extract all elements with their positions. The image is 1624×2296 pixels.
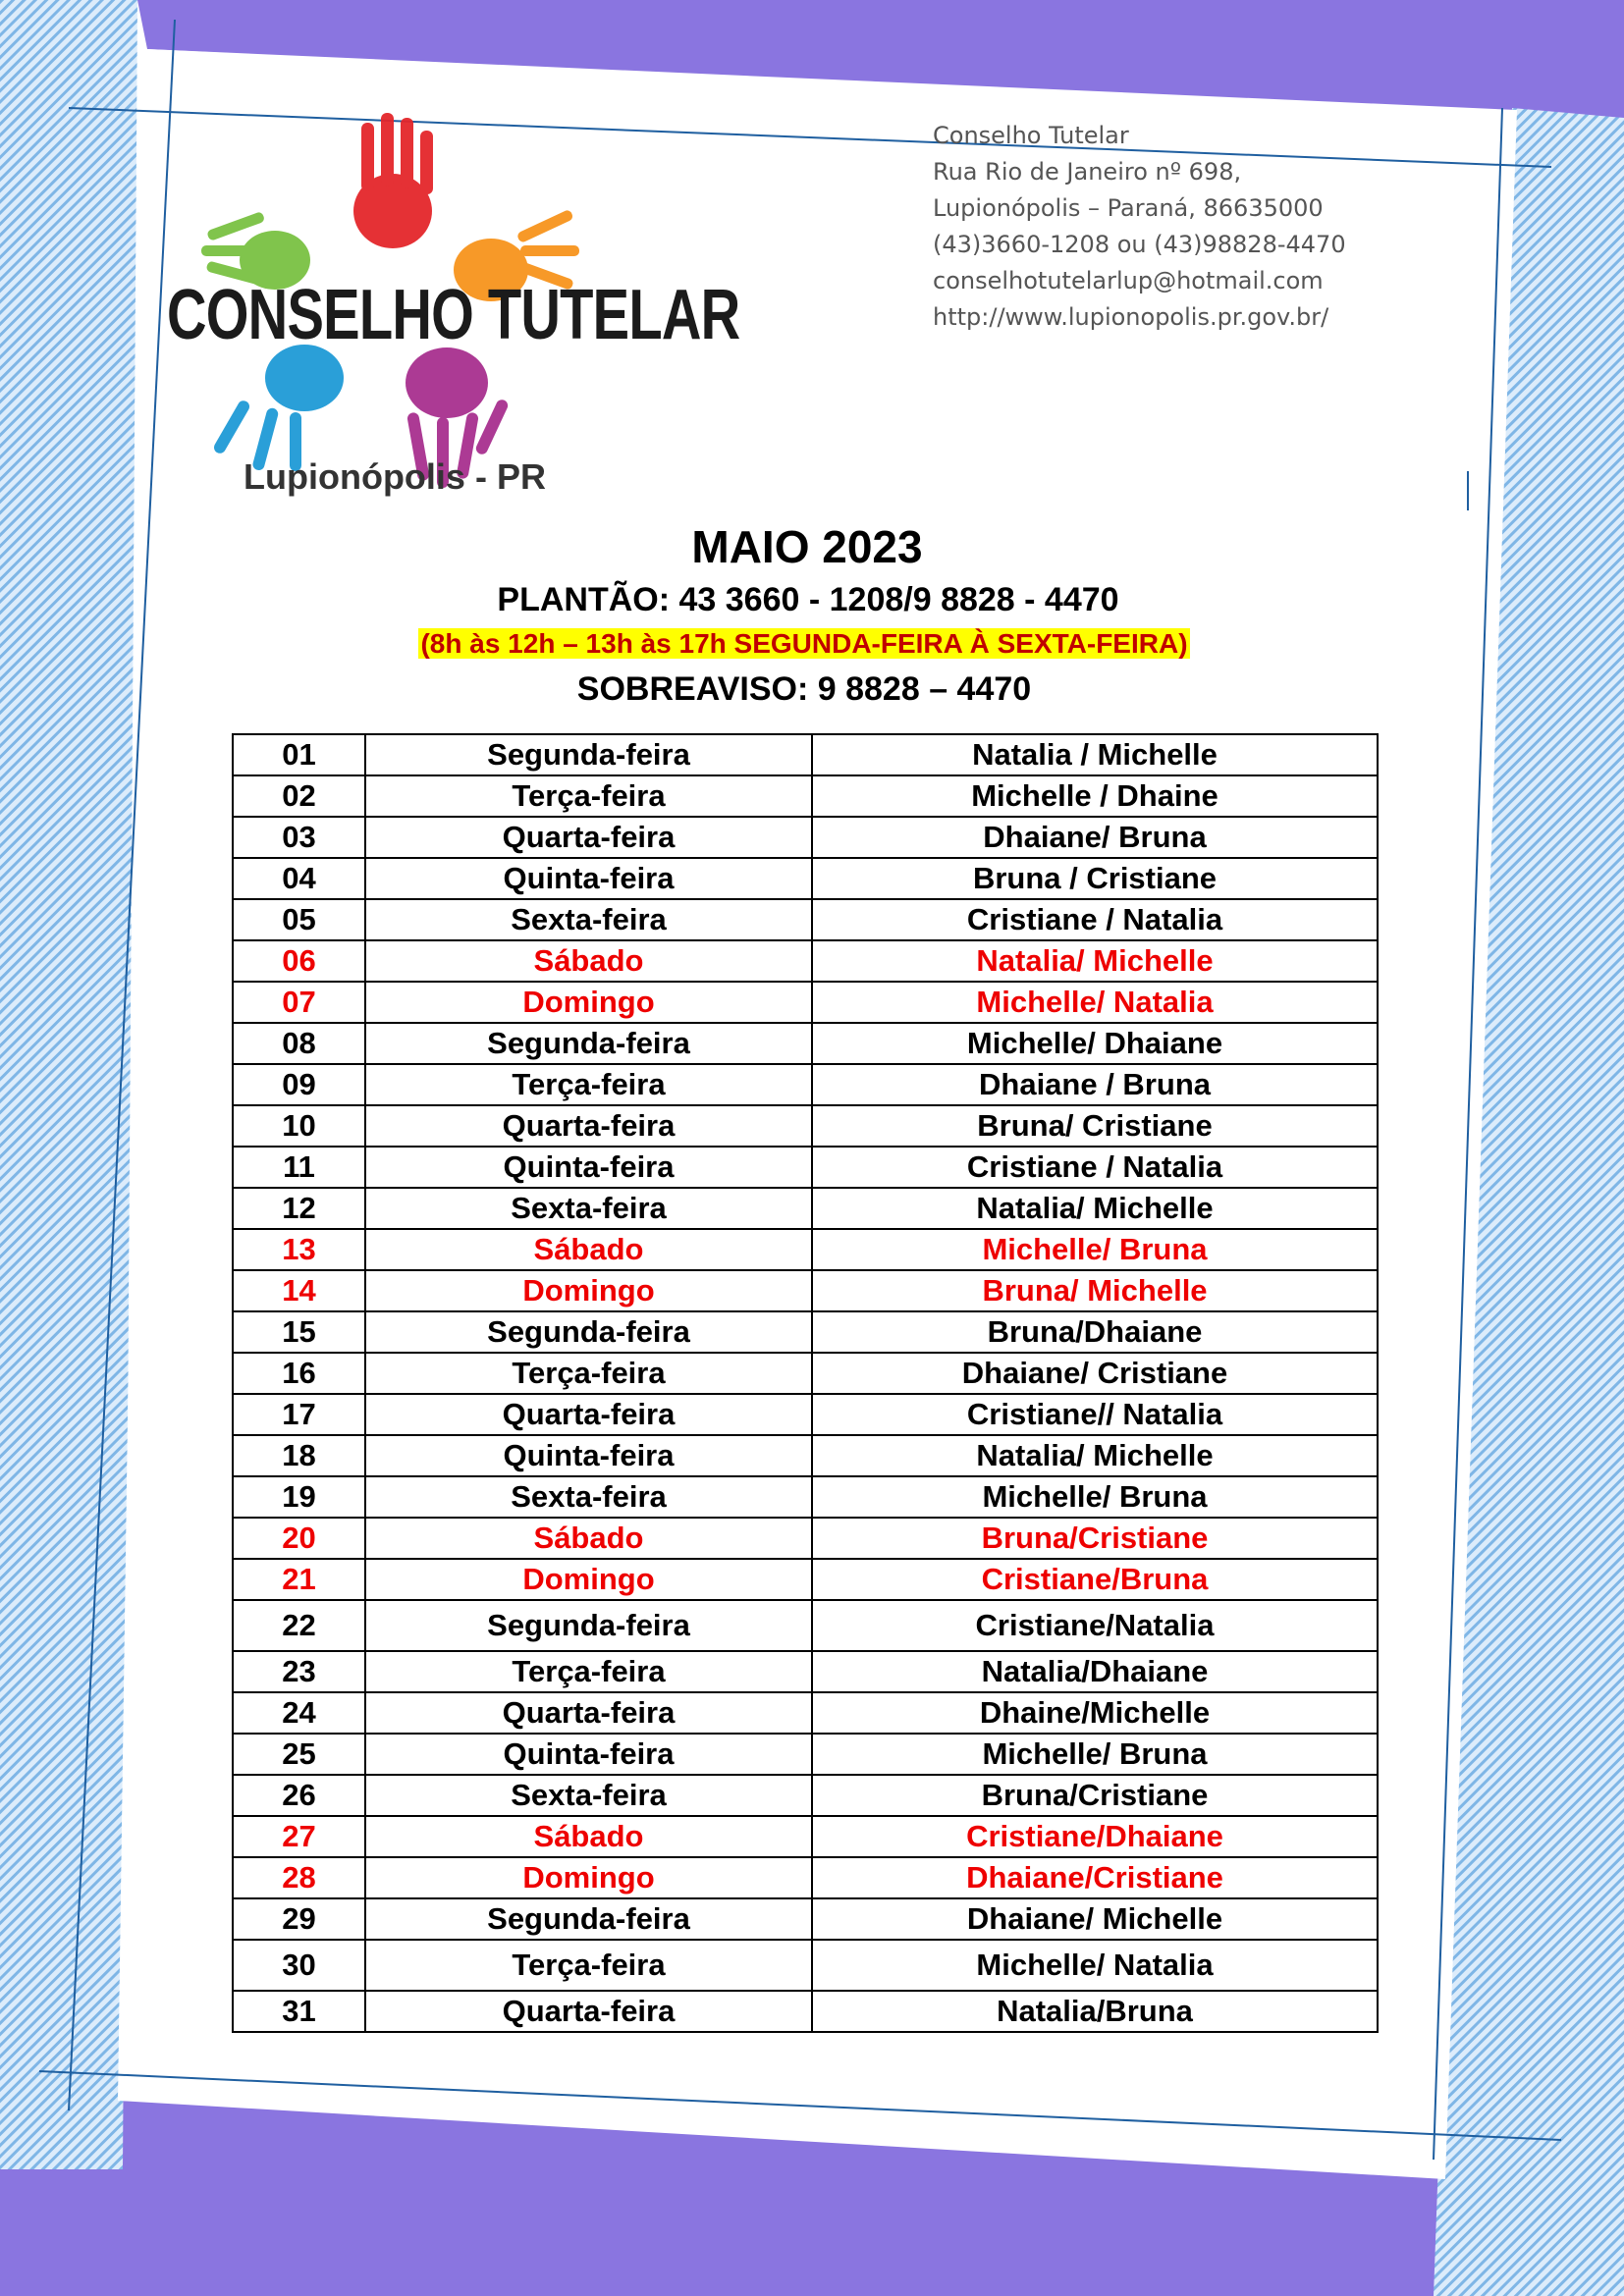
schedule-weekday: Quarta-feira <box>365 1692 812 1734</box>
schedule-weekday: Domingo <box>365 982 812 1023</box>
schedule-row <box>233 1270 1378 1311</box>
schedule-staff: Dhaiane/ Michelle <box>812 1898 1378 1940</box>
schedule-row <box>233 1311 1378 1353</box>
schedule-weekday: Sábado <box>365 940 812 982</box>
contact-address: Rua Rio de Janeiro nº 698, <box>933 158 1242 186</box>
schedule-row <box>233 734 1378 775</box>
logo-city-text: Lupionópolis - PR <box>244 456 546 497</box>
schedule-staff: Cristiane/Bruna <box>812 1559 1378 1600</box>
schedule-staff: Michelle/ Bruna <box>812 1734 1378 1775</box>
schedule-staff: Michelle/ Dhaiane <box>812 1023 1378 1064</box>
schedule-row <box>233 1353 1378 1394</box>
schedule-day-number: 18 <box>233 1435 365 1476</box>
schedule-row <box>233 1857 1378 1898</box>
schedule-day-number: 05 <box>233 899 365 940</box>
schedule-day-number: 21 <box>233 1559 365 1600</box>
schedule-weekday: Quarta-feira <box>365 1991 812 2032</box>
schedule-staff: Bruna / Cristiane <box>812 858 1378 899</box>
schedule-weekday: Domingo <box>365 1559 812 1600</box>
schedule-staff: Cristiane/Dhaiane <box>812 1816 1378 1857</box>
contact-name: Conselho Tutelar <box>933 122 1129 149</box>
schedule-staff: Bruna/ Michelle <box>812 1270 1378 1311</box>
schedule-day-number: 06 <box>233 940 365 982</box>
contact-phones: (43)3660-1208 ou (43)98828-4470 <box>933 231 1346 258</box>
contact-city: Lupionópolis – Paraná, 86635000 <box>933 194 1324 222</box>
duty-schedule-table <box>232 733 1379 2033</box>
schedule-day-number: 09 <box>233 1064 365 1105</box>
sobreaviso-phone: SOBREAVISO: 9 8828 – 4470 <box>576 670 1032 708</box>
schedule-staff: Dhaiane / Bruna <box>812 1064 1378 1105</box>
schedule-weekday: Sexta-feira <box>365 1476 812 1518</box>
schedule-staff: Dhaine/Michelle <box>812 1692 1378 1734</box>
schedule-staff: Michelle/ Bruna <box>812 1229 1378 1270</box>
schedule-staff: Bruna/ Cristiane <box>812 1105 1378 1147</box>
schedule-staff: Dhaiane/Cristiane <box>812 1857 1378 1898</box>
schedule-row <box>233 775 1378 817</box>
schedule-day-number: 26 <box>233 1775 365 1816</box>
schedule-row <box>233 1229 1378 1270</box>
schedule-day-number: 03 <box>233 817 365 858</box>
schedule-day-number: 08 <box>233 1023 365 1064</box>
schedule-day-number: 25 <box>233 1734 365 1775</box>
month-title: MAIO 2023 <box>691 521 923 572</box>
schedule-row <box>233 858 1378 899</box>
schedule-day-number: 23 <box>233 1651 365 1692</box>
schedule-staff: Natalia/ Michelle <box>812 940 1378 982</box>
organization-logo <box>167 113 740 525</box>
schedule-row <box>233 1518 1378 1559</box>
schedule-row <box>233 1023 1378 1064</box>
schedule-weekday: Segunda-feira <box>365 1600 812 1651</box>
schedule-staff: Natalia/Bruna <box>812 1991 1378 2032</box>
schedule-weekday: Sábado <box>365 1816 812 1857</box>
schedule-weekday: Terça-feira <box>365 1940 812 1991</box>
schedule-day-number: 10 <box>233 1105 365 1147</box>
office-hours-line <box>0 628 1616 660</box>
schedule-row <box>233 1188 1378 1229</box>
contact-email[interactable]: conselhotutelarlup@hotmail.com <box>933 267 1324 294</box>
schedule-day-number: 17 <box>233 1394 365 1435</box>
left-hatched-strip <box>0 0 137 2169</box>
schedule-weekday: Segunda-feira <box>365 1311 812 1353</box>
schedule-day-number: 02 <box>233 775 365 817</box>
schedule-staff: Cristiane / Natalia <box>812 899 1378 940</box>
schedule-day-number: 30 <box>233 1940 365 1991</box>
schedule-weekday: Sábado <box>365 1229 812 1270</box>
schedule-weekday: Sexta-feira <box>365 899 812 940</box>
schedule-staff: Michelle / Dhaine <box>812 775 1378 817</box>
schedule-day-number: 16 <box>233 1353 365 1394</box>
schedule-day-number: 01 <box>233 734 365 775</box>
contact-info <box>933 118 1443 336</box>
schedule-row <box>233 817 1378 858</box>
schedule-weekday: Quarta-feira <box>365 1394 812 1435</box>
schedule-day-number: 07 <box>233 982 365 1023</box>
schedule-row <box>233 1734 1378 1775</box>
schedule-row <box>233 982 1378 1023</box>
schedule-weekday: Terça-feira <box>365 1064 812 1105</box>
schedule-weekday: Domingo <box>365 1270 812 1311</box>
schedule-staff: Michelle/ Natalia <box>812 1940 1378 1991</box>
schedule-row <box>233 1991 1378 2032</box>
schedule-staff: Dhaiane/ Cristiane <box>812 1353 1378 1394</box>
schedule-weekday: Segunda-feira <box>365 1898 812 1940</box>
schedule-staff: Natalia/ Michelle <box>812 1435 1378 1476</box>
schedule-row <box>233 1476 1378 1518</box>
schedule-staff: Natalia/ Michelle <box>812 1188 1378 1229</box>
schedule-day-number: 04 <box>233 858 365 899</box>
schedule-row <box>233 1559 1378 1600</box>
schedule-row <box>233 1105 1378 1147</box>
office-hours: (8h às 12h – 13h às 17h SEGUNDA-FEIRA À SEXTA-FEIRA) <box>420 628 1188 659</box>
schedule-staff: Michelle/ Natalia <box>812 982 1378 1023</box>
schedule-day-number: 13 <box>233 1229 365 1270</box>
schedule-row <box>233 1898 1378 1940</box>
schedule-staff: Natalia/Dhaiane <box>812 1651 1378 1692</box>
schedule-weekday: Segunda-feira <box>365 734 812 775</box>
schedule-weekday: Quinta-feira <box>365 1734 812 1775</box>
schedule-weekday: Terça-feira <box>365 775 812 817</box>
schedule-day-number: 14 <box>233 1270 365 1311</box>
schedule-row <box>233 1775 1378 1816</box>
schedule-weekday: Quarta-feira <box>365 817 812 858</box>
schedule-day-number: 28 <box>233 1857 365 1898</box>
schedule-day-number: 29 <box>233 1898 365 1940</box>
schedule-weekday: Domingo <box>365 1857 812 1898</box>
schedule-weekday: Sexta-feira <box>365 1188 812 1229</box>
schedule-day-number: 27 <box>233 1816 365 1857</box>
schedule-row <box>233 1651 1378 1692</box>
schedule-row <box>233 899 1378 940</box>
schedule-weekday: Quarta-feira <box>365 1105 812 1147</box>
schedule-day-number: 11 <box>233 1147 365 1188</box>
schedule-row <box>233 1692 1378 1734</box>
schedule-staff: Cristiane/Natalia <box>812 1600 1378 1651</box>
schedule-staff: Cristiane / Natalia <box>812 1147 1378 1188</box>
schedule-weekday: Terça-feira <box>365 1651 812 1692</box>
schedule-row <box>233 1940 1378 1991</box>
schedule-day-number: 24 <box>233 1692 365 1734</box>
schedule-row <box>233 1600 1378 1651</box>
schedule-row <box>233 1147 1378 1188</box>
logo-brand-text: CONSELHO TUTELAR <box>167 276 740 354</box>
schedule-staff: Michelle/ Bruna <box>812 1476 1378 1518</box>
schedule-day-number: 31 <box>233 1991 365 2032</box>
schedule-body <box>233 734 1378 2032</box>
schedule-staff: Bruna/Dhaiane <box>812 1311 1378 1353</box>
contact-website[interactable]: http://www.lupionopolis.pr.gov.br/ <box>933 303 1329 331</box>
schedule-day-number: 12 <box>233 1188 365 1229</box>
schedule-row <box>233 1064 1378 1105</box>
schedule-weekday: Quinta-feira <box>365 1147 812 1188</box>
schedule-weekday: Sábado <box>365 1518 812 1559</box>
schedule-weekday: Segunda-feira <box>365 1023 812 1064</box>
schedule-weekday: Quinta-feira <box>365 858 812 899</box>
schedule-weekday: Quinta-feira <box>365 1435 812 1476</box>
schedule-row <box>233 940 1378 982</box>
schedule-weekday: Sexta-feira <box>365 1775 812 1816</box>
schedule-day-number: 15 <box>233 1311 365 1353</box>
schedule-staff: Bruna/Cristiane <box>812 1518 1378 1559</box>
schedule-row <box>233 1435 1378 1476</box>
schedule-staff: Bruna/Cristiane <box>812 1775 1378 1816</box>
schedule-day-number: 22 <box>233 1600 365 1651</box>
schedule-day-number: 20 <box>233 1518 365 1559</box>
schedule-row <box>233 1816 1378 1857</box>
schedule-row <box>233 1394 1378 1435</box>
schedule-weekday: Terça-feira <box>365 1353 812 1394</box>
plantao-phones: PLANTÃO: 43 3660 - 1208/9 8828 - 4470 <box>497 581 1119 618</box>
schedule-staff: Cristiane// Natalia <box>812 1394 1378 1435</box>
schedule-staff: Dhaiane/ Bruna <box>812 817 1378 858</box>
schedule-day-number: 19 <box>233 1476 365 1518</box>
schedule-staff: Natalia / Michelle <box>812 734 1378 775</box>
